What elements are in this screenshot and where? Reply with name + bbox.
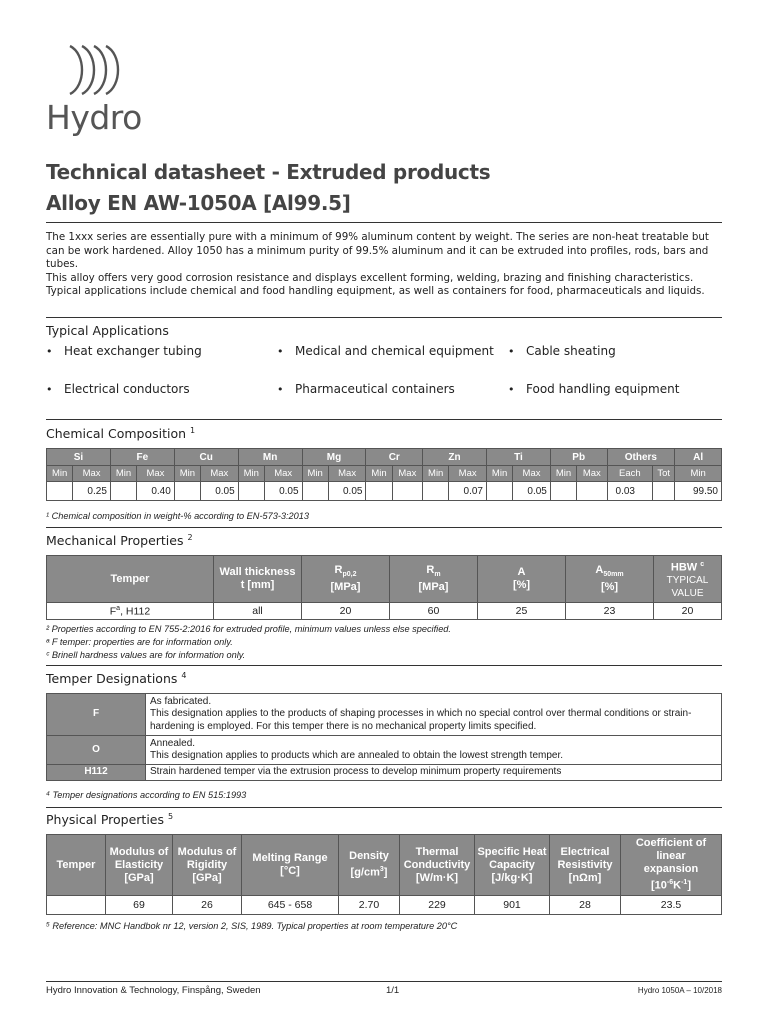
list-item	[508, 382, 679, 396]
cell-hbw: 20	[654, 603, 722, 620]
min-max-header: Min	[486, 466, 512, 482]
element-header: Fe	[110, 449, 174, 466]
composition-value: 0.25	[73, 482, 111, 501]
intro-paragraph: Typical applications include chemical and food handling equipment, as well as containers for food, pharmaceuticals and liquids.	[46, 285, 705, 298]
description-line: This designation applies to products which are annealed to obtain the lowest strength temper.	[150, 750, 564, 761]
element-header: Mg	[302, 449, 366, 466]
header-text: A	[595, 563, 604, 576]
composition-value	[653, 482, 675, 501]
min-max-header: Max	[73, 466, 111, 482]
col-hbw	[654, 556, 722, 603]
col-rigidity	[173, 835, 242, 896]
header-text: Capacity	[489, 858, 535, 871]
header-text: expansion	[643, 863, 699, 876]
bullet-icon: •	[277, 383, 284, 396]
description-line: Strain hardened temper via the extrusion process to develop minimum property requirements	[150, 766, 562, 778]
bullet-icon: •	[46, 345, 53, 358]
composition-value: 0.05	[264, 482, 302, 501]
composition-value	[174, 482, 200, 501]
bullet-icon: •	[46, 383, 53, 396]
element-header: Mn	[238, 449, 302, 466]
min-max-header: Min	[302, 466, 328, 482]
temper-footnote: ⁴ Temper designations according to EN 515:1993	[46, 790, 247, 800]
col-expansion	[621, 835, 722, 896]
cell-elasticity: 69	[106, 896, 173, 915]
temper-description	[146, 736, 722, 765]
header-unit: [°C]	[280, 865, 300, 877]
cell-thermal-conductivity: 229	[400, 896, 475, 915]
header-text: Modulus of	[177, 845, 237, 858]
composition-value: 0.03	[607, 482, 653, 501]
chemical-composition-table	[46, 448, 722, 501]
chemical-heading	[46, 426, 195, 441]
col-density	[339, 835, 400, 896]
applications-list	[46, 344, 722, 404]
doc-reference: Hydro 1050A – 10/2018	[637, 986, 722, 995]
cell-a50: 23	[566, 603, 654, 620]
header-text: Wall thickness	[219, 566, 296, 578]
min-max-header: Min	[675, 466, 722, 482]
composition-value: 0.05	[513, 482, 551, 501]
table-header-row	[47, 449, 722, 466]
divider	[46, 527, 722, 528]
col-resistivity	[550, 835, 621, 896]
table-row	[47, 482, 722, 501]
header-text: R	[334, 563, 343, 576]
footnote-marker: a	[116, 604, 121, 612]
min-max-header: Min	[423, 466, 449, 482]
mechanical-heading	[46, 533, 193, 548]
col-a	[478, 556, 566, 603]
section-title: Physical Properties	[46, 812, 164, 828]
composition-value: 0.05	[328, 482, 366, 501]
footnote: ² Properties according to EN 755-2:2016 for extruded profile, minimum values unless else specified.	[46, 624, 451, 634]
composition-value	[577, 482, 607, 501]
header-unit: [%]	[600, 581, 619, 594]
header-text: R	[426, 563, 435, 576]
cell-temper	[47, 896, 106, 915]
composition-value	[392, 482, 422, 501]
min-max-header: Each	[607, 466, 653, 482]
composition-value: 0.07	[449, 482, 487, 501]
section-title: Mechanical Properties	[46, 533, 184, 549]
element-header: Cu	[174, 449, 238, 466]
composition-value	[486, 482, 512, 501]
header-text: Conductivity	[403, 858, 471, 871]
header-text: Modulus of	[109, 845, 169, 858]
cell-specific-heat: 901	[475, 896, 550, 915]
col-temper: Temper	[47, 835, 106, 896]
list-item-label: Pharmaceutical containers	[295, 382, 455, 396]
temper-heading	[46, 671, 186, 686]
element-header: Si	[47, 449, 111, 466]
list-item-label: Food handling equipment	[526, 382, 680, 396]
header-unit: [g/cm	[350, 866, 380, 879]
composition-value	[47, 482, 73, 501]
header-subscript: p0,2	[342, 571, 357, 579]
footnote-marker: 1	[190, 426, 196, 435]
section-title: Temper Designations	[46, 671, 178, 687]
footnote: ᶜ Brinell hardness values are for information only.	[46, 650, 246, 660]
element-header: Cr	[366, 449, 423, 466]
bullet-icon: •	[277, 345, 284, 358]
cell-temper	[47, 603, 214, 620]
element-header: Ti	[486, 449, 550, 466]
list-item	[277, 382, 455, 396]
footnote-marker: 2	[187, 533, 193, 542]
header-text: A	[517, 566, 526, 578]
min-max-header: Min	[366, 466, 392, 482]
min-max-header: Max	[200, 466, 238, 482]
list-item-label: Cable sheating	[526, 344, 616, 358]
min-max-header: Max	[577, 466, 607, 482]
description-line: As fabricated.	[150, 695, 212, 707]
table-subheader-row	[47, 466, 722, 482]
header-unit: ]	[687, 879, 691, 892]
composition-value	[550, 482, 576, 501]
physical-heading	[46, 812, 173, 827]
hydro-logo	[46, 44, 156, 144]
min-max-header: Max	[137, 466, 175, 482]
footnote-marker: 4	[181, 671, 187, 680]
hydro-wordmark: Hydro	[46, 98, 142, 137]
col-thermal-conductivity	[400, 835, 475, 896]
header-unit: [J/kg·K]	[491, 871, 533, 884]
composition-value	[423, 482, 449, 501]
header-unit: [nΩm]	[568, 871, 602, 884]
element-header: Zn	[423, 449, 487, 466]
min-max-header: Max	[264, 466, 302, 482]
table-row	[47, 896, 722, 915]
temper-code: F	[47, 694, 146, 736]
header-text: Electrical	[560, 845, 610, 858]
header-superscript: 3	[379, 866, 384, 874]
description-line: Annealed.	[150, 737, 196, 749]
header-unit: [W/m·K]	[415, 871, 459, 884]
composition-value: 0.40	[137, 482, 175, 501]
header-text: Thermal	[415, 845, 459, 858]
temper-code: H112	[47, 765, 146, 781]
header-text: Elasticity	[114, 858, 164, 871]
cell-wall: all	[214, 603, 302, 620]
alloy-title: Alloy EN AW-1050A [Al99.5]	[46, 191, 351, 215]
physical-properties-table	[46, 834, 722, 915]
header-subscript: m	[434, 571, 441, 579]
page-number: 1/1	[386, 985, 400, 996]
physical-footnote: ⁵ Reference: MNC Handbok nr 12, version 2, SIS, 1989. Typical properties at room temperature 20°C	[46, 921, 458, 931]
hydro-arcs-icon	[68, 44, 130, 96]
min-max-header: Max	[328, 466, 366, 482]
table-row	[47, 736, 722, 765]
composition-value	[238, 482, 264, 501]
header-unit: K	[673, 879, 682, 892]
temper-code: O	[47, 736, 146, 765]
col-elasticity	[106, 835, 173, 896]
composition-value	[302, 482, 328, 501]
list-item-label: Electrical conductors	[64, 382, 190, 396]
intro-paragraph: This alloy offers very good corrosion resistance and displays excellent forming, welding, brazing and finishing characteristics.	[46, 271, 694, 284]
temper-description	[146, 694, 722, 736]
header-text: Coefficient of	[635, 837, 707, 850]
header-unit: t [mm]	[240, 579, 275, 591]
col-temper: Temper	[47, 556, 214, 603]
cell-expansion: 23.5	[621, 896, 722, 915]
cell-resistivity: 28	[550, 896, 621, 915]
min-max-header: Min	[174, 466, 200, 482]
header-superscript: -1	[681, 879, 688, 887]
col-melting-range	[242, 835, 339, 896]
min-max-header: Max	[513, 466, 551, 482]
header-unit: ]	[383, 866, 388, 879]
description-line: This designation applies to the products of shaping processes in which no special control over thermal conditions or strain-hardening is employed. For this temper there is no mechanical property limits specified.	[150, 708, 692, 732]
divider	[46, 665, 722, 666]
header-unit: [GPa]	[124, 871, 154, 884]
list-item-label: Medical and chemical equipment	[295, 344, 494, 358]
composition-value	[366, 482, 392, 501]
header-subscript: 50mm	[603, 571, 624, 579]
table-header-row	[47, 835, 722, 896]
table-header-row	[47, 556, 722, 603]
element-header: Pb	[550, 449, 607, 466]
applications-heading	[46, 323, 169, 338]
cell-text: , H112	[120, 605, 151, 618]
min-max-header: Max	[449, 466, 487, 482]
list-item	[277, 344, 494, 358]
header-text: Resistivity	[557, 858, 613, 871]
section-title: Typical Applications	[46, 323, 169, 338]
footnote: ᵃ F temper: properties are for information only.	[46, 637, 233, 647]
header-text: Specific Heat	[477, 845, 547, 858]
table-row	[47, 694, 722, 736]
cell-a: 25	[478, 603, 566, 620]
header-unit: [MPa]	[330, 581, 361, 594]
min-max-header: Max	[392, 466, 422, 482]
footer-org: Hydro Innovation & Technology, Finspång, Sweden	[46, 985, 261, 996]
bullet-icon: •	[508, 383, 515, 396]
divider	[46, 419, 722, 420]
footer-divider	[46, 981, 722, 982]
footnote-marker: c	[700, 560, 705, 568]
intro-text	[46, 231, 722, 299]
list-item	[46, 344, 202, 358]
composition-value: 0.05	[200, 482, 238, 501]
cell-rm: 60	[390, 603, 478, 620]
divider	[46, 222, 722, 223]
intro-paragraph: The 1xxx series are essentially pure with a minimum of 99% aluminum content by weight. The series are non-heat treatable but can be work hardened. Alloy 1050 has a minimum purity of 99.5% aluminum and it can be extruded into profiles, rods, bars and tubes.	[46, 231, 709, 271]
divider	[46, 807, 722, 808]
col-rp02	[302, 556, 390, 603]
mechanical-footnotes	[46, 623, 451, 662]
mechanical-properties-table	[46, 555, 722, 620]
header-text: Density	[349, 850, 389, 863]
divider	[46, 317, 722, 318]
header-unit: [GPa]	[192, 871, 222, 884]
page-footer	[46, 985, 722, 996]
col-rm	[390, 556, 478, 603]
section-title: Chemical Composition	[46, 426, 187, 442]
footnote-marker: 5	[167, 812, 174, 821]
element-header: Others	[607, 449, 675, 466]
list-item	[508, 344, 616, 358]
cell-text: F	[109, 605, 117, 618]
table-row	[47, 765, 722, 781]
header-unit: [%]	[512, 579, 531, 591]
min-max-header: Tot	[653, 466, 675, 482]
temper-designations-table	[46, 693, 722, 781]
min-max-header: Min	[550, 466, 576, 482]
temper-description	[146, 765, 722, 781]
element-header: Al	[675, 449, 722, 466]
document-title: Technical datasheet - Extruded products	[46, 160, 491, 184]
list-item	[46, 382, 190, 396]
header-superscript: -6	[666, 879, 674, 887]
col-wall-thickness	[214, 556, 302, 603]
table-row	[47, 603, 722, 620]
col-specific-heat	[475, 835, 550, 896]
header-text: linear	[656, 850, 686, 863]
min-max-header: Min	[110, 466, 136, 482]
composition-value	[110, 482, 136, 501]
header-unit: [MPa]	[418, 581, 449, 594]
header-text: TYPICAL	[666, 575, 709, 587]
cell-rigidity: 26	[173, 896, 242, 915]
list-item-label: Heat exchanger tubing	[64, 344, 202, 358]
bullet-icon: •	[508, 345, 515, 358]
cell-rp02: 20	[302, 603, 390, 620]
header-text: Melting Range	[252, 852, 328, 864]
cell-melting-range: 645 - 658	[242, 896, 339, 915]
chemical-footnote: ¹ Chemical composition in weight-% according to EN-573-3:2013	[46, 511, 309, 521]
col-a50	[566, 556, 654, 603]
min-max-header: Min	[47, 466, 73, 482]
header-text: Rigidity	[186, 858, 228, 871]
cell-density: 2.70	[339, 896, 400, 915]
composition-value: 99.50	[675, 482, 722, 501]
header-text: VALUE	[671, 588, 704, 600]
header-unit: [10	[651, 879, 667, 892]
header-text: HBW	[670, 561, 698, 574]
min-max-header: Min	[238, 466, 264, 482]
